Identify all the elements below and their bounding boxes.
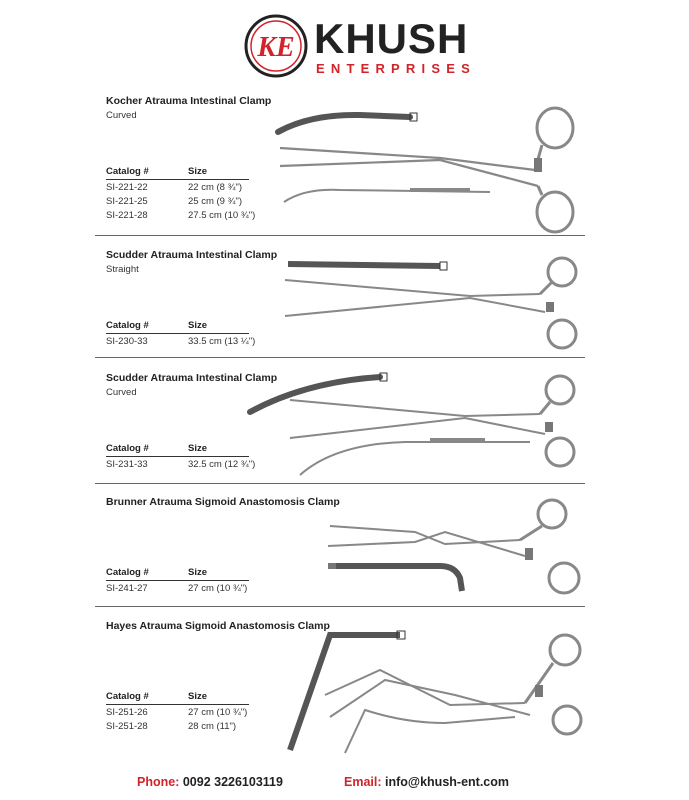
section-divider (95, 606, 585, 607)
catalog-header: Catalog # (106, 443, 149, 454)
product-title: Kocher Atrauma Intestinal Clamp (106, 95, 272, 107)
hayes-clamp-illustration (285, 625, 585, 765)
catalog-number: SI-221-28 (106, 210, 148, 221)
table-header-rule (106, 456, 249, 457)
size-value: 28 cm (11") (188, 721, 237, 732)
scudder-straight-clamp-illustration (280, 254, 585, 354)
section-divider (95, 483, 585, 484)
section-divider (95, 235, 585, 236)
product-variant: Straight (106, 264, 139, 275)
catalog-number: SI-231-33 (106, 459, 148, 470)
size-header: Size (188, 320, 208, 331)
size-header: Size (188, 567, 208, 578)
size-header: Size (188, 166, 208, 177)
size-value: 32.5 cm (12 ¾") (188, 459, 256, 470)
table-header-rule (106, 179, 249, 180)
kocher-clamp-illustration (270, 100, 590, 235)
product-variant: Curved (106, 387, 137, 398)
brand-logo (244, 14, 476, 80)
catalog-number: SI-251-28 (106, 721, 148, 732)
product-title: Scudder Atrauma Intestinal Clamp (106, 249, 278, 261)
catalog-header: Catalog # (106, 691, 149, 702)
catalog-header: Catalog # (106, 166, 149, 177)
catalog-header: Catalog # (106, 320, 149, 331)
product-title: Scudder Atrauma Intestinal Clamp (106, 372, 278, 384)
catalog-number: SI-230-33 (106, 336, 148, 347)
size-value: 22 cm (8 ¾") (188, 182, 243, 193)
table-header-rule (106, 580, 249, 581)
catalog-number: SI-251-26 (106, 707, 148, 718)
size-value: 27.5 cm (10 ¾") (188, 210, 256, 221)
catalog-header: Catalog # (106, 567, 149, 578)
svg-text:KE: KE (257, 32, 295, 63)
product-title: Brunner Atrauma Sigmoid Anastomosis Clamp (106, 496, 340, 508)
brand-subtitle: ENTERPRISES (316, 61, 476, 76)
table-header-rule (106, 333, 249, 334)
size-value: 27 cm (10 ¾") (188, 583, 248, 594)
size-value: 25 cm (9 ¾") (188, 196, 243, 207)
section-divider (95, 357, 585, 358)
ke-emblem-icon (244, 14, 308, 78)
product-variant: Curved (106, 110, 137, 121)
scudder-curved-clamp-illustration (245, 372, 585, 480)
email-address: info@khush-ent.com (385, 775, 509, 789)
brunner-clamp-illustration (320, 496, 585, 601)
size-header: Size (188, 691, 208, 702)
product-title: Hayes Atrauma Sigmoid Anastomosis Clamp (106, 620, 330, 632)
table-header-rule (106, 704, 249, 705)
catalog-number: SI-221-22 (106, 182, 148, 193)
size-value: 33.5 cm (13 ¼") (188, 336, 256, 347)
catalog-number: SI-221-25 (106, 196, 148, 207)
brand-name: KHUSH (314, 15, 469, 62)
phone-contact (137, 775, 283, 789)
email-contact (344, 775, 509, 789)
phone-label: Phone: (137, 775, 180, 789)
catalog-number: SI-241-27 (106, 583, 148, 594)
size-header: Size (188, 443, 208, 454)
size-value: 27 cm (10 ¾") (188, 707, 248, 718)
phone-number: 0092 3226103119 (182, 775, 283, 789)
email-label: Email: (344, 775, 382, 789)
